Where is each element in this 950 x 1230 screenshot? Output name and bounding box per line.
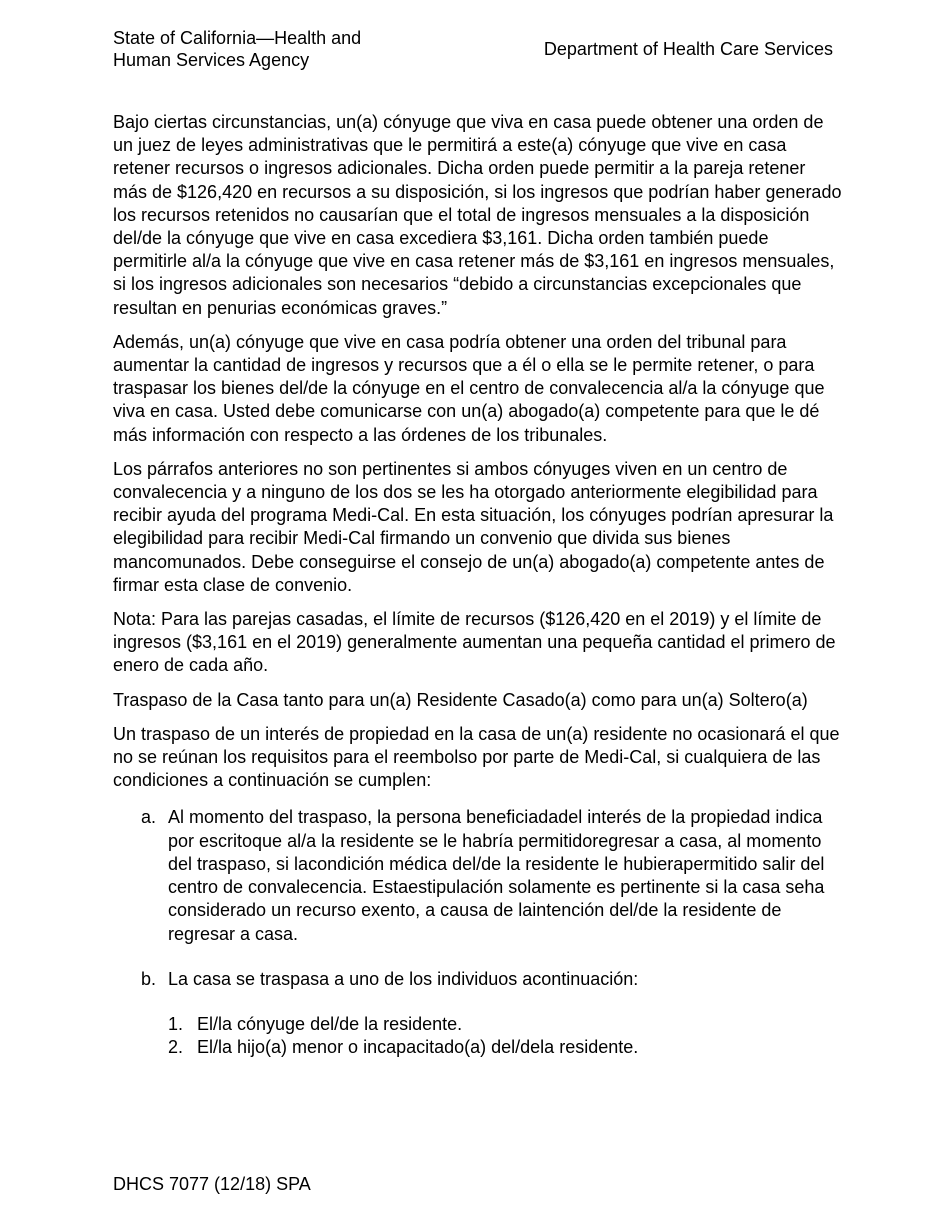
agency-name: State of California—Health and Human Services Agency: [113, 28, 362, 70]
paragraph-transfer-intro: Un traspaso de un interés de propiedad en la casa de un(a) residente no ocasionará el que no se reúnan los requisitos para el reembolso por parte de Medi-Cal, si cualquiera de las condiciones a continuación se cumplen:: [113, 723, 840, 791]
conditions-list: [113, 806, 843, 1059]
paragraph-both-spouses: Los párrafos anteriores no son pertinentes si ambos cónyuges viven en un centro de convalecencia y a ninguno de los dos se les ha otorgado anteriormente elegibilidad para recibir ayuda del programa Medi-Cal. En esta situación, los cónyuges podrían apresurar la elegibilidad para recibir Medi-Cal firmando un convenio que divida sus bienes mancomunados. Debe conseguirse el consejo de un(a) abogado(a) competente antes de firmar esta clase de convenio.: [113, 458, 834, 595]
list-item-text: El/la hijo(a) menor o incapacitado(a) del/dela residente.: [197, 1037, 639, 1058]
list-marker: 2.: [168, 1037, 184, 1058]
department-name: Department of Health Care Services: [543, 39, 833, 59]
document-body: [113, 111, 843, 1081]
list-item-text: Al momento del traspaso, la persona beneficiadadel interés de la propiedad indica por escritoque al/a la residente se le habría permitidoregresar a casa, al momento del traspaso, si lacondición médica del/de la residente le hubierapermitido salir del centro de convalecencia. Estaestipulación solamente es pertinente si la casa seha considerado un recurso exento, a causa de laintención del/de la residente de regresar a casa.: [168, 807, 825, 944]
form-identifier: DHCS 7077 (12/18) SPA: [113, 1174, 311, 1194]
paragraph-note-limits: Nota: Para las parejas casadas, el límite de recursos ($126,420 en el 2019) y el límite de ingresos ($3,161 en el 2019) generalmente aumentan una pequeña cantidad el primero de enero de cada año.: [113, 609, 836, 676]
list-marker: 1.: [168, 1013, 184, 1034]
paragraph-administrative-order: Bajo ciertas circunstancias, un(a) cónyuge que viva en casa puede obtener una orden de un juez de leyes administrativas que le permitirá a este(a) cónyuge que vive en casa retener recursos o ingresos adicionales. Dicha orden puede permitir a la pareja retener más de $126,420 en recursos a su disposición, si los ingresos que podrían haber generado los recursos retenidos no causarían que el total de ingresos mensuales a la disposición del/de la cónyuge que vive en casa excediera $3,161. Dicha orden también puede permitirle al/a la cónyuge que vive en casa retener más de $3,161 en ingresos mensuales, si los ingresos adicionales son necesarios “debido a circunstancias excepcionales que resultan en penurias económicas graves.”: [113, 112, 842, 318]
individuals-list: [168, 1013, 843, 1059]
list-item: [168, 1013, 843, 1036]
list-marker: b.: [141, 968, 157, 989]
list-item: [113, 968, 843, 1060]
section-heading-home-transfer: Traspaso de la Casa tanto para un(a) Residente Casado(a) como para un(a) Soltero(a): [113, 689, 808, 710]
paragraph-court-order: Además, un(a) cónyuge que vive en casa podría obtener una orden del tribunal para aumentar la cantidad de ingresos y recursos que a él o ella se le permite retener, o para traspasar los bienes del/de la cónyuge en el centro de convalecencia al/a la cónyuge que viva en casa. Usted debe comunicarse con un(a) abogado(a) competente para que le dé más información con respecto a las órdenes de los tribunales.: [113, 331, 825, 445]
list-item: [168, 1036, 843, 1059]
list-item-text: La casa se traspasa a uno de los individuos acontinuación:: [168, 968, 639, 989]
list-marker: a.: [141, 807, 157, 828]
list-item-text: El/la cónyuge del/de la residente.: [197, 1013, 463, 1034]
list-item: [113, 806, 843, 945]
